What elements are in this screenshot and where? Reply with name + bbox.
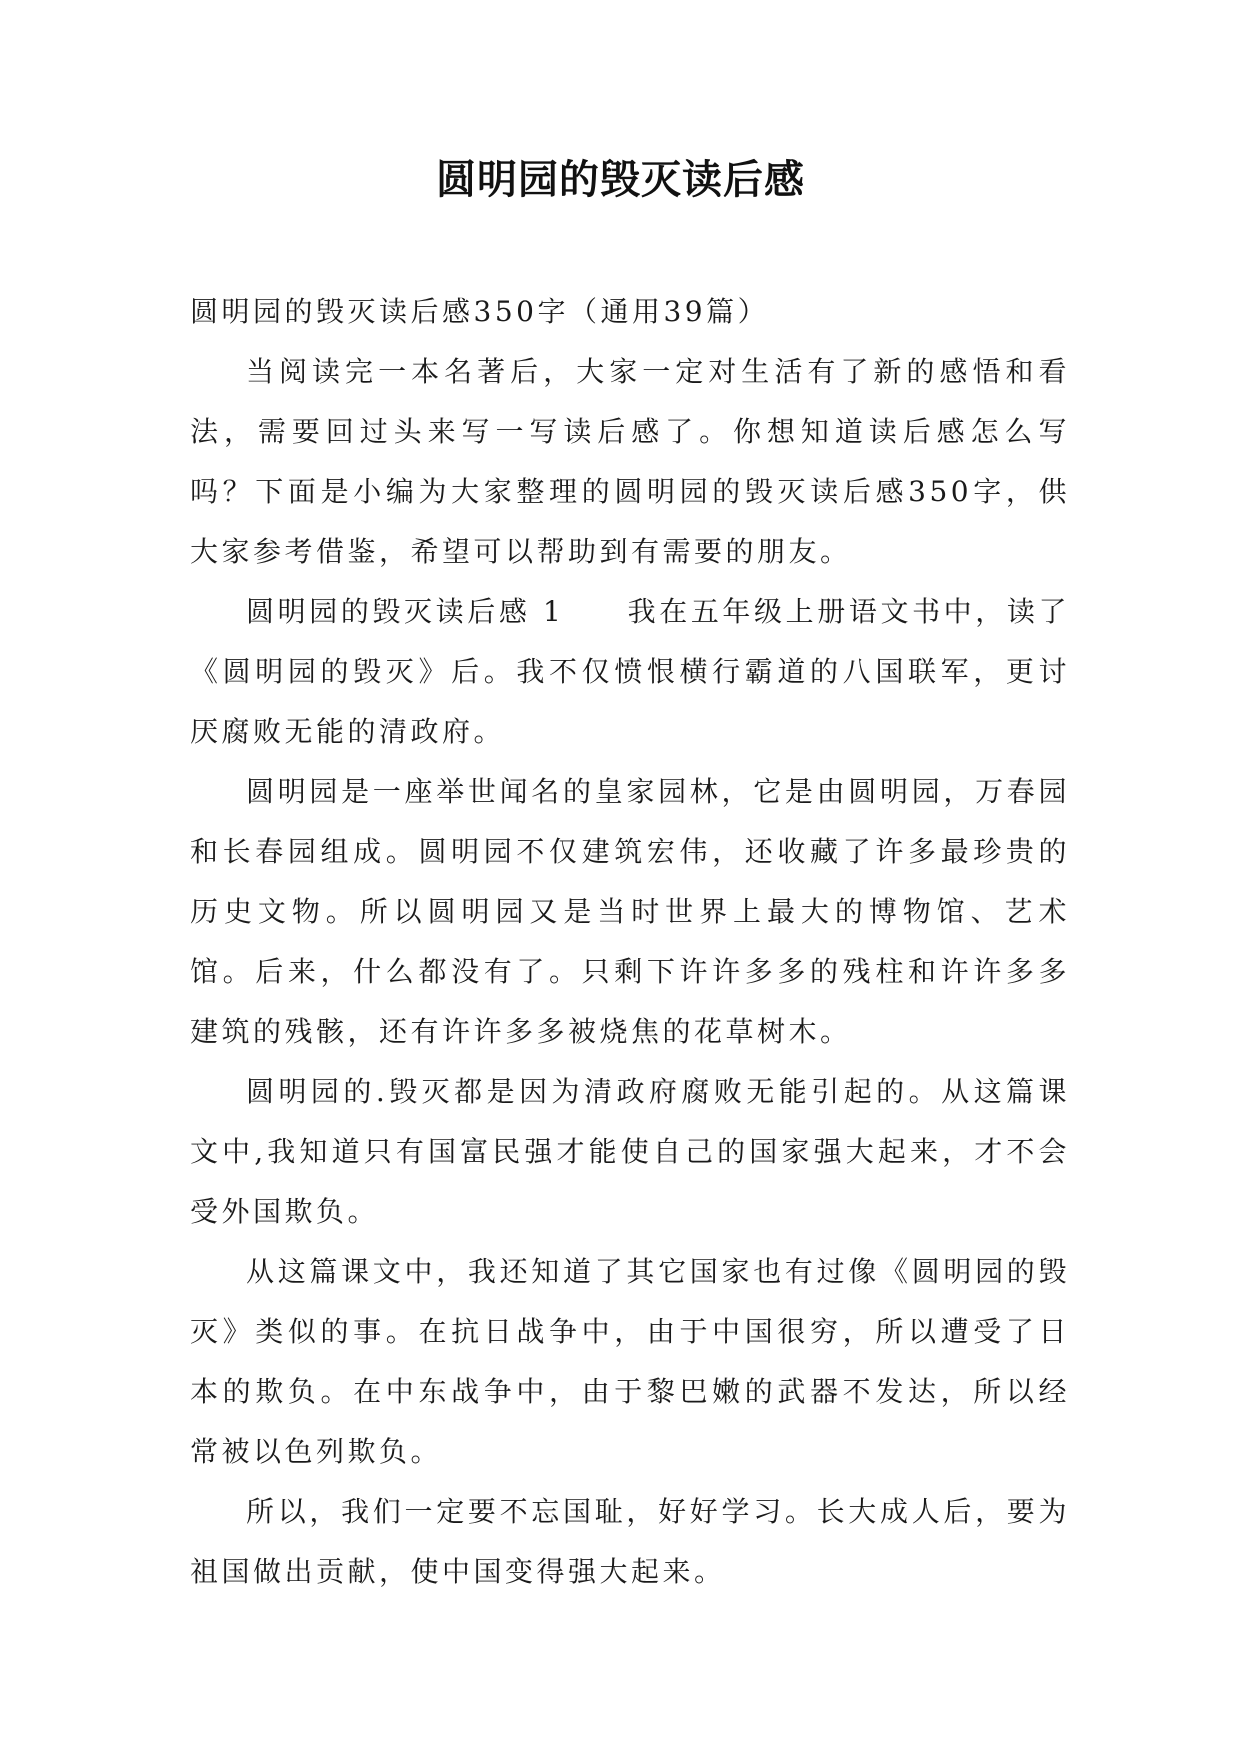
page-title: 圆明园的毁灭读后感 [436,157,805,203]
paragraph-other-countries: 从这篇课文中，我还知道了其它国家也有过像《圆明园的毁灭》类似的事。在抗日战争中，由于中国很穷，所以遭受了日本的欺负。在中东战争中，由于黎巴嫩的武器不发达，所以经常被以色列欺负。 [190,1255,1070,1468]
paragraph-cause: 圆明园的.毁灭都是因为清政府腐败无能引起的。从这篇课文中,我知道只有国富民强才能使自己的国家强大起来，才不会受外国欺负。 [190,1075,1070,1228]
document-body [190,282,1070,1602]
paragraph-essay-1-opening: 圆明园的毁灭读后感 1 我在五年级上册语文书中，读了《圆明园的毁灭》后。我不仅愤恨横行霸道的八国联军，更讨厌腐败无能的清政府。 [190,595,1070,748]
paragraph-yuanmingyuan-description: 圆明园是一座举世闻名的皇家园林，它是由圆明园，万春园和长春园组成。圆明园不仅建筑宏伟，还收藏了许多最珍贵的历史文物。所以圆明园又是当时世界上最大的博物馆、艺术馆。后来，什么都没有了。只剩下许许多多的残柱和许许多多建筑的残骸，还有许许多多被烧焦的花草树木。 [190,775,1070,1048]
document-subtitle: 圆明园的毁灭读后感350字（通用39篇） [190,295,770,328]
paragraph-intro: 当阅读完一本名著后，大家一定对生活有了新的感悟和看法，需要回过头来写一写读后感了。你想知道读后感怎么写吗？下面是小编为大家整理的圆明园的毁灭读后感350字，供大家参考借鉴，希望可以帮助到有需要的朋友。 [190,355,1070,568]
paragraph-conclusion: 所以，我们一定要不忘国耻，好好学习。长大成人后，要为祖国做出贡献，使中国变得强大起来。 [190,1495,1070,1588]
